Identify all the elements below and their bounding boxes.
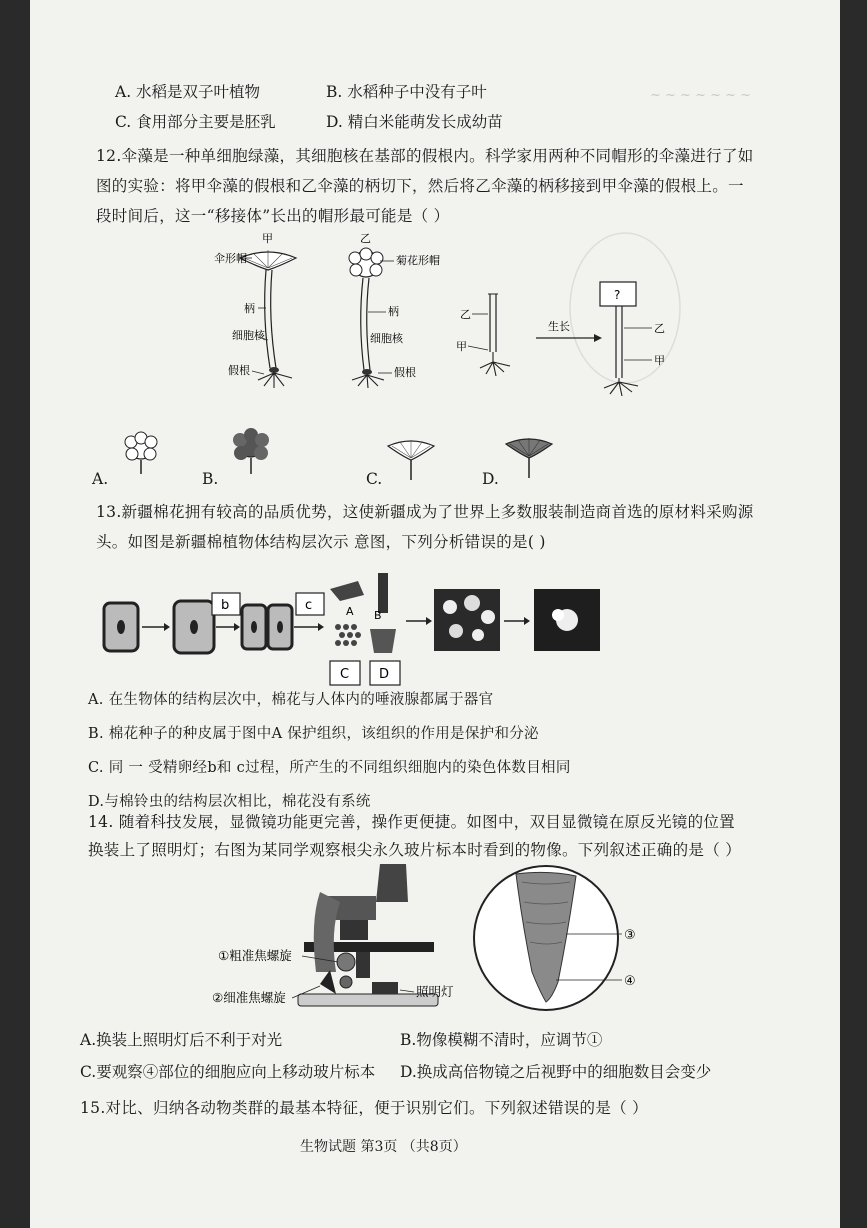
q12-option-b-image	[226, 426, 276, 476]
svg-text:照明灯: 照明灯	[416, 984, 454, 999]
q13-option-d: D.与棉铃虫的结构层次相比，棉花没有系统	[88, 794, 371, 810]
svg-text:②细准焦螺旋: ②细准焦螺旋	[212, 990, 286, 1005]
tissue-c-icon	[335, 624, 361, 646]
lamp-icon	[372, 982, 398, 994]
q13-line-1: 13.新疆棉花拥有较高的品质优势，这使新疆成为了世界上多数服装制造商首选的原材料采购源	[96, 503, 754, 521]
q14-line-1: 14. 随着科技发展，显微镜功能更完善，操作更便捷。如图中，双目显微镜在原反光镜的位置	[88, 813, 735, 831]
q14-option-c: C.要观察④部位的细胞应向上移动玻片标本	[80, 1063, 376, 1081]
q12-option-a: A.	[92, 470, 109, 488]
q11-option-c: C. 食用部分主要是胚乳	[115, 113, 276, 131]
q14-line-2: 换装上了照明灯；右图为某同学观察根尖永久玻片标本时看到的物像。下列叙述正确的是（ ）	[88, 841, 742, 859]
svg-text:C: C	[340, 667, 350, 682]
q12-line-3: 段时间后，这一“移接体”长出的帽形最可能是（ ）	[96, 207, 450, 225]
q11-option-d: D. 精白米能萌发长成幼苗	[326, 113, 503, 131]
q12-option-b: B.	[202, 470, 219, 488]
fig-label-jia: 甲	[262, 232, 273, 245]
page-footer: 生物试题 第3页 （共8页）	[300, 1139, 467, 1155]
exam-page	[30, 0, 840, 1228]
cotton-structure-figure	[100, 565, 620, 690]
q12-option-d: D.	[482, 470, 499, 488]
microscope-figure	[170, 862, 670, 1022]
q12-option-c-image	[386, 434, 436, 484]
svg-text:细胞核: 细胞核	[232, 329, 265, 342]
svg-text:伞形帽: 伞形帽	[214, 252, 247, 265]
svg-text:假根: 假根	[228, 364, 250, 377]
q11-option-b: B. 水稻种子中没有子叶	[326, 83, 487, 101]
q12-option-c: C.	[366, 470, 383, 488]
q13-option-c: C. 同 一 受精卵经b和 c过程，所产生的不同组织细胞内的染色体数目相同	[88, 760, 571, 776]
svg-text:b: b	[221, 598, 230, 613]
q13-option-a: A. 在生物体的结构层次中，棉花与人体内的唾液腺都属于器官	[88, 692, 494, 708]
tissue-a-icon	[330, 581, 364, 601]
q12-line-1: 12.伞藻是一种单细胞绿藻，其细胞核在基部的假根内。科学家用两种不同帽形的伞藻进行了如	[96, 147, 754, 165]
q13-line-2: 头。如图是新疆棉植物体结构层次示 意图，下列分析错误的是( )	[96, 533, 546, 551]
q12-line-2: 图的实验：将甲伞藻的假根和乙伞藻的柄切下，然后将乙伞藻的柄移接到甲伞藻的假根上。一	[96, 177, 744, 195]
q11-option-a: A. 水稻是双子叶植物	[115, 83, 261, 101]
arrow-icon	[594, 334, 602, 342]
svg-text:甲: 甲	[654, 354, 665, 367]
svg-text:假根: 假根	[394, 366, 416, 379]
svg-text:柄: 柄	[244, 302, 255, 315]
q12-option-d-image	[504, 432, 554, 482]
svg-text:乙: 乙	[360, 232, 371, 245]
svg-text:柄: 柄	[388, 305, 399, 318]
q14-option-d: D.换成高倍物镜之后视野中的细胞数目会变少	[400, 1063, 712, 1081]
q13-option-b: B. 棉花种子的种皮属于图中A 保护组织，该组织的作用是保护和分泌	[88, 726, 539, 742]
svg-text:④: ④	[624, 974, 636, 989]
q15-line-1: 15.对比、归纳各动物类群的最基本特征，便于识别它们。下列叙述错误的是（ ）	[80, 1099, 648, 1117]
bleed-through-text: ~ ~ ~ ~ ~ ~ ~	[650, 88, 752, 103]
svg-text:菊花形帽: 菊花形帽	[396, 254, 440, 267]
tissue-d-icon	[370, 629, 396, 653]
svg-text:D: D	[379, 667, 390, 682]
svg-text:乙: 乙	[460, 308, 471, 321]
acetabularia-figure	[170, 228, 800, 408]
svg-text:细胞核: 细胞核	[370, 332, 403, 345]
svg-text:A: A	[346, 605, 354, 618]
chrysanthemum-cap-icon	[349, 248, 383, 277]
svg-text:?: ?	[614, 288, 621, 302]
svg-text:①粗准焦螺旋: ①粗准焦螺旋	[218, 948, 292, 963]
nucleus-icon	[269, 367, 279, 373]
svg-text:甲: 甲	[456, 340, 467, 353]
svg-text:c: c	[305, 598, 313, 613]
svg-text:乙: 乙	[654, 322, 665, 335]
tissue-b-icon	[378, 573, 388, 613]
svg-text:B: B	[374, 609, 382, 622]
q12-option-a-image	[116, 428, 166, 478]
q14-option-b: B.物像模糊不清时，应调节①	[400, 1031, 603, 1049]
svg-text:③: ③	[624, 928, 636, 943]
q14-option-a: A.换装上照明灯后不利于对光	[80, 1031, 283, 1049]
svg-text:生长: 生长	[548, 320, 570, 333]
